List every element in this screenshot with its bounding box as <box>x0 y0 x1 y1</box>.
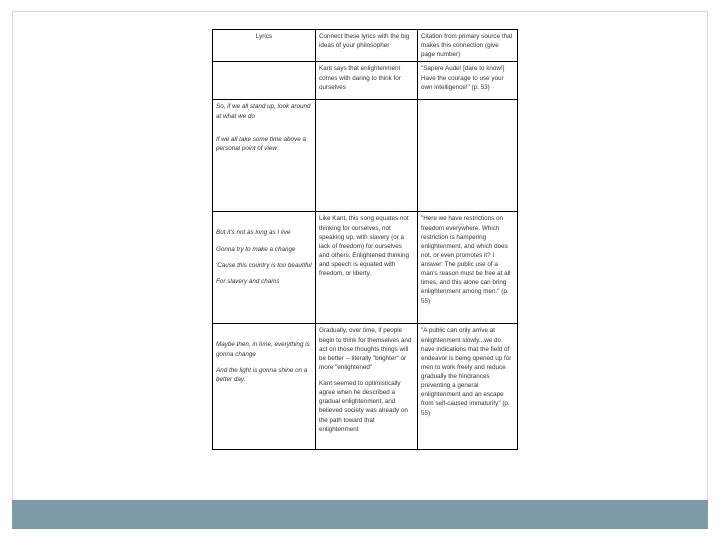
cell-citation: "A public can only arrive at enlightenment slowly...we do have indications that the field of endeavor is being opened up for men to work freely and reduce gradually the hindrances preventing a general enlightenment and an escape from self-caused immaturity" (p. 55) <box>418 324 518 450</box>
philosopher-paragraph: Kant seemed to optimistically agree when he described a gradual enlightenment, and believed society was already on the path toward that enlightenment <box>319 380 408 433</box>
lyric-line: If we all take some time above a personal point of view <box>216 135 306 152</box>
cell-lyrics <box>213 100 316 212</box>
table-row <box>213 212 518 324</box>
philosopher-paragraph: Gradually, over time, if people begin to think for themselves and act on those thoughts things will be better -- literally "brighter" or more "enlightened" <box>319 327 412 371</box>
cell-citation-empty <box>418 100 518 212</box>
cell-philosopher-empty <box>316 100 418 212</box>
lyric-line: And the light is gonna shine on a better day. <box>216 366 308 383</box>
lyric-line: 'Cause this country is too beautiful <box>216 261 312 269</box>
table-row <box>213 324 518 450</box>
cell-philosopher: Like Kant, this song equates not thinking for ourselves, not speaking up, with slavery (or a lack of freedom) for ourselves and others. Enlightened thinking and speech is equated with freedom, or liberty. <box>316 212 418 324</box>
table-row <box>213 62 518 100</box>
footer-bar <box>12 500 708 529</box>
header-lyrics: Lyrics <box>213 30 316 62</box>
cell-philosopher <box>316 324 418 450</box>
lyric-line: Maybe then, in time, everything is gonna change <box>216 341 310 358</box>
header-citation: Citation from primary source that makes this connection (give page number) <box>418 30 518 62</box>
lyric-line: Gonna try to make a change <box>216 245 296 253</box>
cell-citation: "Here we have restrictions on freedom everywhere. Which restriction is hampering enlightenment, and which does not, or even promotes it? I answer: The public use of a man's reason must be free at all times, and this alone can bring enlightenment among men." (p. 55) <box>418 212 518 324</box>
lyrics-table <box>212 29 518 450</box>
lyric-line: So, if we all stand up, look around at what we do <box>216 103 311 120</box>
table-row <box>213 100 518 212</box>
lyric-line: But it's not as long as I live <box>216 229 291 237</box>
cell-philosopher: Kant says that enlightenment comes with daring to think for ourselves <box>316 62 418 100</box>
header-philosopher: Connect these lyrics with the big ideas of your philosopher <box>316 30 418 62</box>
table-row-header <box>213 30 518 62</box>
cell-lyrics <box>213 212 316 324</box>
cell-citation: "Sapere Aude! [dare to know!] Have the courage to use your own intelligence!" (p. 53) <box>418 62 518 100</box>
cell-lyrics <box>213 324 316 450</box>
cell-lyrics-empty <box>213 62 316 100</box>
lyric-line: For slavery and chains <box>216 277 280 285</box>
